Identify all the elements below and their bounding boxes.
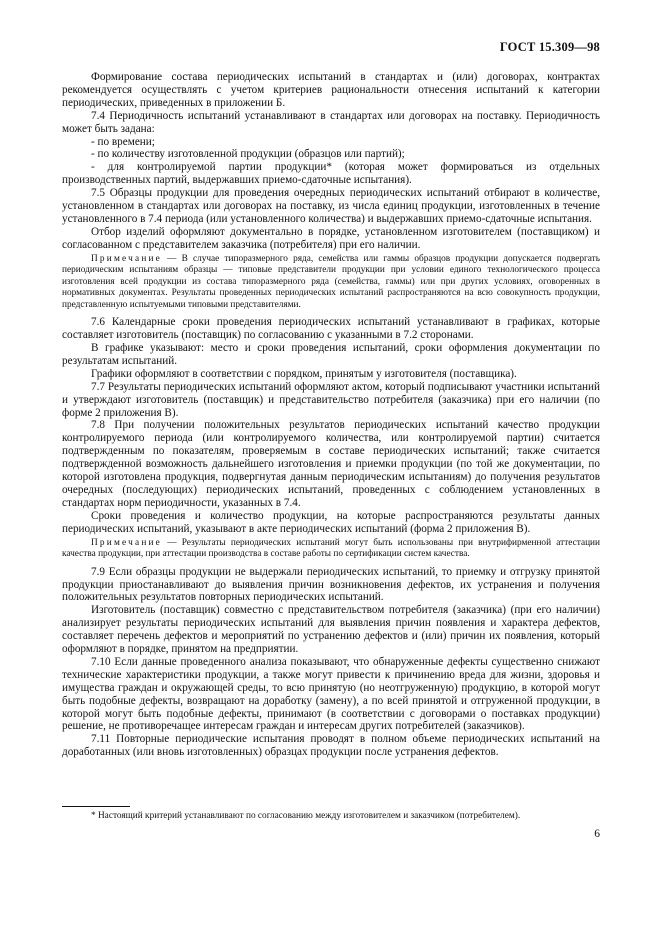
footnote: * Настоящий критерий устанавливают по согласованию между изготовителем и заказчиком (потребителем). bbox=[91, 811, 521, 821]
note-text: — Результаты периодических испытаний могут быть использованы при внутрифирменной аттестации качества продукции, при аттестации производства в составе работы по сертификации систем качества. bbox=[62, 537, 600, 560]
document-code: ГОСТ 15.309—98 bbox=[499, 40, 600, 54]
paragraph-7-9: 7.9 Если образцы продукции не выдержали периодических испытаний, то приемку и отгрузку принятой продукции приостанавливают до выявления причин возникновения дефектов, их устранения и получения положительных результатов повторных периодических испытаний. bbox=[62, 565, 600, 604]
footnote-divider bbox=[62, 806, 130, 807]
list-item-by-quantity: - по количеству изготовленной продукции (образцов или партий); bbox=[91, 148, 405, 161]
paragraph-7-6: 7.6 Календарные сроки проведения периодических испытаний устанавливают в графиках, которые составляет изготовитель (поставщик) по согласованию с указанными в 7.2 сторонами. bbox=[62, 316, 600, 342]
list-item-by-batch: - для контролируемой партии продукции* (которая может формироваться из отдельных производственных партий, выдержавших приемо-сдаточные испытания). bbox=[62, 161, 600, 187]
paragraph-7-8: 7.8 При получении положительных результатов периодических испытаний качество продукции контролируемого периода (или контролируемого количества, или контролируемой партии) считается подтвержденным по показателям, проверяемым в составе периодических испытаний; также считается подтвержденной возможность дальнейшего изготовления и приемки продукции (по той же документации, по которой изготовлена продукция, подвергнутая данным периодическим испытаниям) до получения результатов очередных (последующих) периодических испытаний, проведенных с соблюдением установленных в стандартах норм периодичности, указанных в 7.4. bbox=[62, 419, 600, 509]
list-item-by-time: - по времени; bbox=[91, 135, 155, 148]
note-results-usage bbox=[62, 538, 600, 561]
note-label: Примечание bbox=[91, 253, 162, 264]
paragraph-7-7: 7.7 Результаты периодических испытаний оформляют актом, который подписывают участники испытаний и утверждают изготовитель (поставщик) и представительство потребителя (заказчика) при его наличии (по форме 2 приложения В). bbox=[62, 380, 600, 419]
note-text: — В случае типоразмерного ряда, семейства или гаммы образцов продукции допускается подвергать периодическим испытаниям образцы — типовые представители продукции при условии единого технологического процесса изготовления всей продукции из состава типоразмерного ряда (семейства, гаммы) или при других условиях, оговоренных в нормативных документах. Результаты проведенных периодических испытаний распространяются на всю совокупность продукции, представленную испытуемыми типовыми представителями. bbox=[62, 253, 600, 310]
paragraph-7-5: 7.5 Образцы продукции для проведения очередных периодических испытаний отбирают в количестве, установленном в стандартах или договорах на поставку, из числа единиц продукции, изготовленных в течение установленного в 7.4 периода (или установленного количества) и выдержавших приемо-сдаточные испытания. bbox=[62, 187, 600, 225]
paragraph-7-11: 7.11 Повторные периодические испытания проводят в полном объеме периодических испытаний на доработанных (или вновь изготовленных) образцах продукции после устранения дефектов. bbox=[62, 733, 600, 759]
note-typical-representatives bbox=[62, 254, 600, 312]
note-label: Примечание bbox=[91, 537, 162, 548]
page-number: 6 bbox=[594, 828, 600, 840]
paragraph-7-5-selection: Отбор изделий оформляют документально в порядке, установленном изготовителем (поставщиком) и согласованном с представителем заказчика (потребителя) при его наличии. bbox=[62, 225, 600, 251]
paragraph-7-6-schedule: В графике указывают: место и сроки проведения испытаний, сроки оформления документации по результатам испытаний. bbox=[62, 342, 600, 367]
paragraph-intro: Формирование состава периодических испытаний в стандартах и (или) договорах, контрактах рекомендуется осуществлять с учетом критериев рациональности отнесения испытаний к категории периодических, приведенных в приложении Б. bbox=[62, 71, 600, 109]
paragraph-7-10: 7.10 Если данные проведенного анализа показывают, что обнаруженные дефекты существенно снижают технические характеристики продукции, а также могут привести к причинению вреда для жизни, здоровья и имущества граждан и окружающей среды, то всю принятую (но неотгруженную) продукцию, в которой могут быть подобные дефекты, возвращают на доработку (замену), а по всей принятой и отгруженной продукции, в которой могут быть подобные дефекты, принимают (в соответствии с договорами о поставках продукции) решение, не противоречащее интересам граждан и интересам других потребителей (заказчиков). bbox=[62, 655, 600, 733]
paragraph-7-4: 7.4 Периодичность испытаний устанавливают в стандартах или договорах на поставку. Периодичность может быть задана: bbox=[62, 109, 600, 135]
paragraph-7-9-analysis: Изготовитель (поставщик) совместно с представительством потребителя (заказчика) (при его наличии) анализирует результаты периодических испытаний для выявления причин появления и характера дефектов, составляет перечень дефектов и мероприятий по устранению дефектов и (или) причин их появления, который оформляют в порядке, принятом на предприятии. bbox=[62, 604, 600, 656]
paragraph-7-8-terms: Сроки проведения и количество продукции, на которые распространяются результаты данных периодических испытаний, указывают в акте периодических испытаний (форма 2 приложения В). bbox=[62, 509, 600, 535]
document-body bbox=[62, 71, 600, 759]
paragraph-7-6-format: Графики оформляют в соответствии с порядком, принятым у изготовителя (поставщика). bbox=[91, 367, 517, 380]
